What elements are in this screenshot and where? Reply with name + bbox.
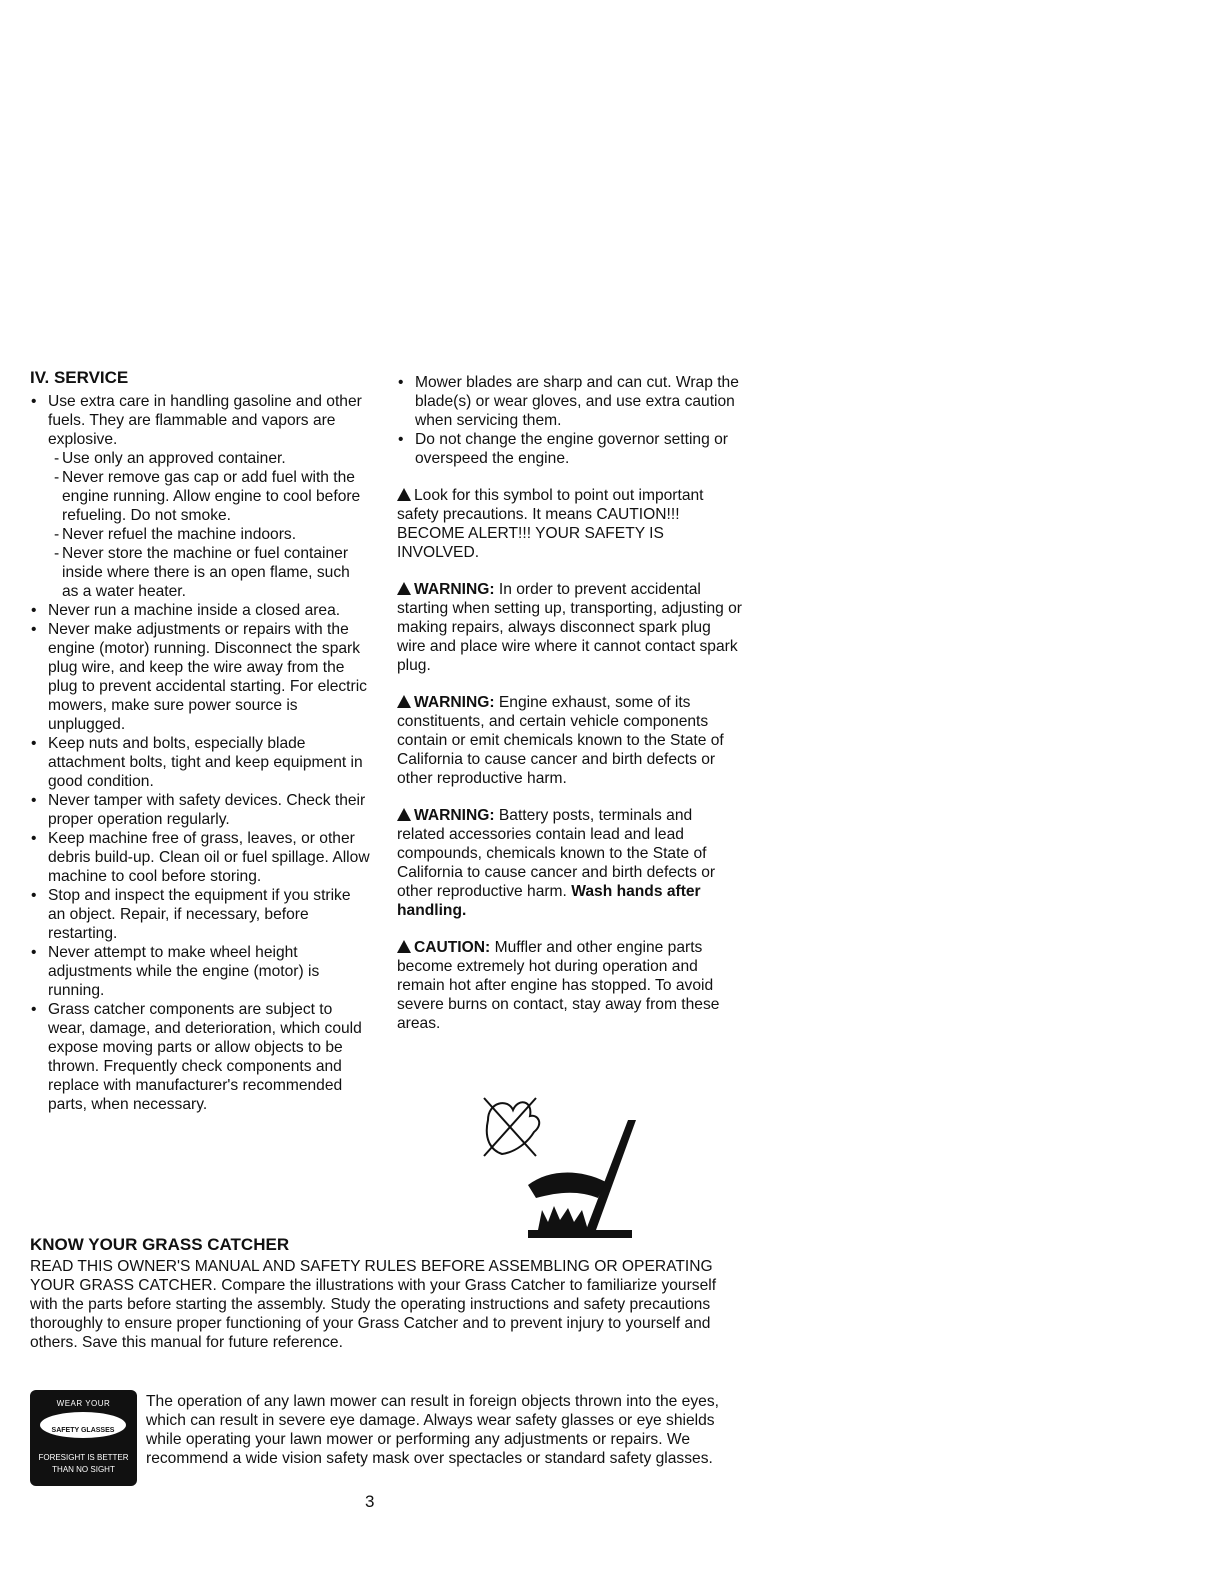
warning-text: In order to prevent accidental starting when setting up, transporting, adjusting or making repairs, always disconnect spark plug wire and place wire where it cannot contact spark plug. xyxy=(397,581,742,674)
warning-triangle-icon xyxy=(397,940,411,953)
caution-label: CAUTION: xyxy=(414,939,491,956)
warning-exhaust xyxy=(397,693,742,788)
no-touch-hot-surface-icon xyxy=(478,1090,638,1240)
warning-triangle-icon xyxy=(397,488,411,501)
bullet-text: Use extra care in handling gasoline and other fuels. They are flammable and vapors are explosive. xyxy=(48,393,362,448)
sub-list-item: - Never store the machine or fuel container inside where there is an open flame, such as a water heater. xyxy=(54,544,370,601)
list-item: • Keep machine free of grass, leaves, or other debris build-up. Clean oil or fuel spillage. Allow machine to cool before storing. xyxy=(30,829,370,886)
service-column xyxy=(30,368,370,1114)
warning-starting xyxy=(397,580,742,675)
warning-battery xyxy=(397,806,742,920)
sub-list-item: - Never remove gas cap or add fuel with the engine running. Allow engine to cool before refueling. Do not smoke. xyxy=(54,468,370,525)
symbol-note xyxy=(397,486,742,562)
warning-triangle-icon xyxy=(397,695,411,708)
page-number: 3 xyxy=(365,1492,375,1511)
list-item: • Grass catcher components are subject to wear, damage, and deterioration, which could expose moving parts or allow objects to be thrown. Frequently check components and replace with manufacturer's recommended parts, when necessary. xyxy=(30,1000,370,1114)
warning-triangle-icon xyxy=(397,808,411,821)
warning-text: Engine exhaust, some of its constituents, and certain vehicle components contain or emit chemicals known to the State of California to cause cancer and birth defects or other reproductive harm. xyxy=(397,694,724,787)
warning-triangle-icon xyxy=(397,582,411,595)
badge-mid-text: SAFETY GLASSES xyxy=(51,1427,115,1434)
safety-column xyxy=(397,373,742,1033)
warning-label: WARNING: xyxy=(414,807,495,824)
badge-top-text: WEAR YOUR xyxy=(56,1399,111,1408)
glasses-icon xyxy=(40,1412,126,1438)
blade-list xyxy=(397,373,742,468)
know-heading: KNOW YOUR GRASS CATCHER xyxy=(30,1235,290,1254)
fuel-sub-list xyxy=(48,449,370,601)
sub-list-item: - Never refuel the machine indoors. xyxy=(54,525,370,544)
list-item: • Never make adjustments or repairs with the engine (motor) running. Disconnect the spark plug wire, and keep the wire away from the plug to prevent accidental starting. For electric mowers, make sure power source is unplugged. xyxy=(30,620,370,734)
warning-label: WARNING: xyxy=(414,581,495,598)
list-item: • Stop and inspect the equipment if you strike an object. Repair, if necessary, before restarting. xyxy=(30,886,370,943)
safety-glasses-text: The operation of any lawn mower can result in foreign objects thrown into the eyes, which can result in severe eye damage. Always wear safety glasses or eye shields while operating your lawn mower or performing any adjustments or repairs. We recommend a wide vision safety mask over spectacles or standard safety glasses. xyxy=(146,1393,719,1467)
know-text: READ THIS OWNER'S MANUAL AND SAFETY RULES BEFORE ASSEMBLING OR OPERATING YOUR GRASS CATCHER. Compare the illustrations with your Grass Catcher to familiarize yourself with the parts before starting the assembly. Study the operating instructions and safety precautions thoroughly to ensure proper functioning of your Grass Catcher and to prevent injury to yourself and others. Save this manual for future reference. xyxy=(30,1258,717,1351)
list-item xyxy=(30,392,370,601)
caution-text: Muffler and other engine parts become extremely hot during operation and remain hot after engine has stopped. To avoid severe burns on contact, stay away from these areas. xyxy=(397,939,720,1032)
list-item: • Never tamper with safety devices. Check their proper operation regularly. xyxy=(30,791,370,829)
wash-hands-note: Wash hands after handling. xyxy=(397,883,701,919)
badge-line3: FORESIGHT IS BETTER xyxy=(38,1453,129,1462)
list-item: • Do not change the engine governor setting or overspeed the engine. xyxy=(397,430,742,468)
list-item: • Keep nuts and bolts, especially blade attachment bolts, tight and keep equipment in good condition. xyxy=(30,734,370,791)
caution-muffler xyxy=(397,938,742,1033)
warning-text: Battery posts, terminals and related accessories contain lead and lead compounds, chemicals known to the State of California to cause cancer and birth defects or other reproductive harm. xyxy=(397,807,716,900)
symbol-note-text: Look for this symbol to point out important safety precautions. It means CAUTION!!! BECOME ALERT!!! YOUR SAFETY IS INVOLVED. xyxy=(397,487,704,561)
service-list xyxy=(30,392,370,1114)
list-item: • Never run a machine inside a closed area. xyxy=(30,601,370,620)
sub-list-item: - Use only an approved container. xyxy=(54,449,370,468)
warning-label: WARNING: xyxy=(414,694,495,711)
list-item: • Mower blades are sharp and can cut. Wrap the blade(s) or wear gloves, and use extra caution when servicing them. xyxy=(397,373,742,430)
service-heading: IV. SERVICE xyxy=(30,368,129,387)
know-your-grass-catcher-section xyxy=(30,1235,730,1352)
list-item: • Never attempt to make wheel height adjustments while the engine (motor) is running. xyxy=(30,943,370,1000)
badge-line4: THAN NO SIGHT xyxy=(52,1465,115,1474)
safety-glasses-badge xyxy=(30,1390,137,1486)
